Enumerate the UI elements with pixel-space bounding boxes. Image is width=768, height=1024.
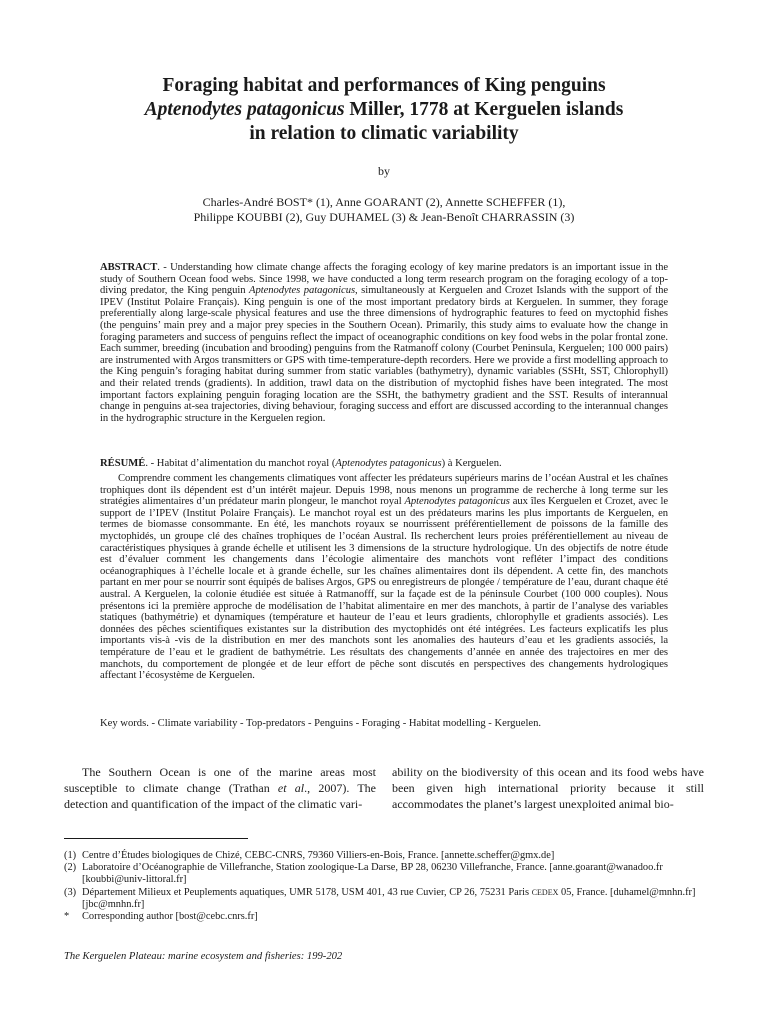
footnote-mark: (2) [64,862,77,874]
journal-footer: The Kerguelen Plateau: marine ecosystem and fisheries: 199-202 [64,951,343,962]
footnote-text: Laboratoire d’Océanographie de Villefranche, Station zoologique-La Darse, BP 28, 06230 Villefranche, France. [anne.goarant@wanadoo.fr [koubbi@univ-littoral.fr] [82,862,663,886]
title-line-3: in relation to climatic variability [249,123,519,144]
footnote-mark: * [64,911,70,923]
resume-heading-b: ) à Kerguelen. [441,458,502,469]
title-line-1: Foraging habitat and performances of King penguins [162,75,606,96]
body-left-b: ., 2007). The detection and quantification of the impact of the climatic vari- [64,781,377,811]
footnote [64,862,704,886]
footnote-text [82,887,704,911]
footnote-text: Corresponding author [bost@cebc.cnrs.fr] [82,911,258,923]
resume-species: Aptenodytes patagonicus [404,496,510,508]
abstract-species: Aptenodytes patagonicus [249,285,356,297]
footnote-mark: (3) [64,886,77,898]
footnote-text: Centre d’Études biologiques de Chizé, CEBC-CNRS, 79360 Villiers-en-Bois, France. [annette.scheffer@gmx.de] [82,850,555,861]
title-line-2-rest: Miller, 1778 at Kerguelen islands [344,99,624,120]
resume-text-a: Comprendre comment les changements climatiques vont affecter les prédateurs supérieurs marins de l’océan Austral et les chaînes trophiques dont ils dépendent est d’un intérêt majeur. Depuis 1998, nous menons un programme de recherche à long terme sur les stratégies alimentaires d’un prédateur marin plongeur, le manchot royal [100,473,668,508]
footnotes [64,850,704,923]
abstract [100,262,668,424]
authors-line-1: Charles-André BOST* (1), Anne GOARANT (2), Annette SCHEFFER (1), [202,195,566,209]
resume-heading-species: Aptenodytes patagonicus [335,458,442,469]
footnote-text-a: Département Milieux et Peuplements aquatiques, UMR 5178, USM 401, 43 rue Cuvier, CP 26, 75231 Paris [82,886,532,898]
footnote-cedex: CEDEX [531,887,559,897]
resume-text [100,473,668,682]
resume-heading [100,458,668,470]
body-column-left [64,764,376,812]
author-list [100,195,668,225]
keywords: Key words. - Climate variability - Top-predators - Penguins - Foraging - Habitat modelling - Kerguelen. [100,718,542,729]
resume-heading-a: . - Habitat d’alimentation du manchot royal ( [145,458,336,469]
authors-line-2: Philippe KOUBBI (2), Guy DUHAMEL (3) & Jean-Benoît CHARRASSIN (3) [193,210,575,224]
footnote-text-b: 05, France. [duhamel@mnhn.fr] [jbc@mnhn.fr] [82,886,696,910]
footnote-mark: (1) [64,850,77,861]
body-column-right: ability on the biodiversity of this ocean and its food webs have been given high international priority because it still accommodates the planet’s largest unexploited animal bio- [392,765,704,811]
footnote [64,911,704,923]
title-species: Aptenodytes patagonicus [144,99,345,120]
abstract-text-a: . - Understanding how climate change affects the foraging ecology of key marine predators is an important issue in the study of Southern Ocean food webs. Since 1998, we have conducted a long term research program on the foraging ecology of a top-diving predator, the King penguin [100,262,668,297]
title-line-2 [60,98,708,122]
footnote [64,850,704,862]
abstract-text-b: , simultaneously at Kerguelen and Crozet Islands with the support of the IPEV (Institut Polaire Français). King penguin is one of the most important predatory birds at Kerguelen. In summer, they forage preferentially along large-scale physical features and use the three dimensions of hydrographic features to feed on myctophid fishes (the penguins’ main prey and a major prey species in the Southern Ocean). Primarily, this study aims to evaluate how the change in foraging parameters and success of penguins reflect the impact of oceanographic conditions on key food webs in the polar frontal zone. Each summer, breeding (incubation and brooding) penguins from the Ratmanoff colony (Courbet Peninsula, Kerguelen; 100 000 pairs) are instrumented with Argos transmitters or GPS with time-temperature-depth recorders. Here we provide a first modelling approach to the King penguin’s foraging habitat during summer from static variables (bathymetry), dynamic variables (SSHt, SST, Chlorophyll) and their related trends (gradients). In addition, trawl data on the distribution of myctophid fishes have been integrated. The most important factors explaining penguin foraging location are the SSHt, the bathymetry gradient and the SST. Results of interannual change in penguins at-sea trajectories, diving behaviour, foraging success and effort are discussed according to the interannual changes in the hydrographic structure in the Kerguelen region. [100,285,668,424]
paper-title [60,74,708,146]
resume-text-b: aux îles Kerguelen et Crozet, avec le support de l’IPEV (Institut Polaire Français). Le manchot royal est un des prédateurs marins les plus importants de Kerguelen, en termes de biomasse consommante. En été, les manchots royaux se nourrissent préférentiellement de poissons de la famille des myctophidés, un groupe clé des chaînes trophiques de l’océan Austral. Ils recherchent leurs proies préférentiellement au niveau de caractéristiques physiques à grande échelle et utilisent les 3 dimensions de la structure hydrologique. Un des objectifs de notre étude est d’évaluer comment les changements dans l’écologie alimentaire des manchots vont refléter l’impact des conditions océanographiques à l’échelle locale et à grande échelle, sur les chaînes alimentaires dont ils dépendent. A cette fin, des manchots partant en mer pour se nourrir sont équipés de balises Argos, GPS ou enregistreurs de plongée / température de l’eau, durant chaque été austral. A Kerguelen, la colonie étudiée est située à Ratmanofff, sur la façade est de la péninsule Courbet (100 000 couples). Nous présentons ici la première approche de modélisation de l’habitat alimentaire en mer des manchots, à partir de l’analyse des variables statiques (bathymétrie) et dynamiques (température et hauteur de l’eau et leurs gradients, chlorophylle et gradients associés). Les données des pêches scientifiques existantes sur la distribution des myctophidés ont été intégrées. Les facteurs explicatifs les plus importants vis-à -vis de la distribution en mer des manchots sont les anomalies des hauteurs d’eau et les gradients associés, la température de l’eau et le gradient de bathymétrie. Les résultats des changements d’année en année des trajectoires en mer des manchots, du comportement de plongée et de leur effort de pêche sont discutés en perspectives des changements hydrologiques affectant l’écosystème de Kerguelen. [100,496,668,682]
body-left-a: The Southern Ocean is one of the marine areas most susceptible to climate change (Trathan [64,765,376,795]
by-line: by [378,164,390,178]
body-left-etal: et al [277,781,305,795]
footnote-divider [64,838,248,839]
abstract-label: ABSTRACT [100,262,158,273]
footnote [64,887,704,911]
resume-label: RÉSUMÉ [100,458,146,469]
